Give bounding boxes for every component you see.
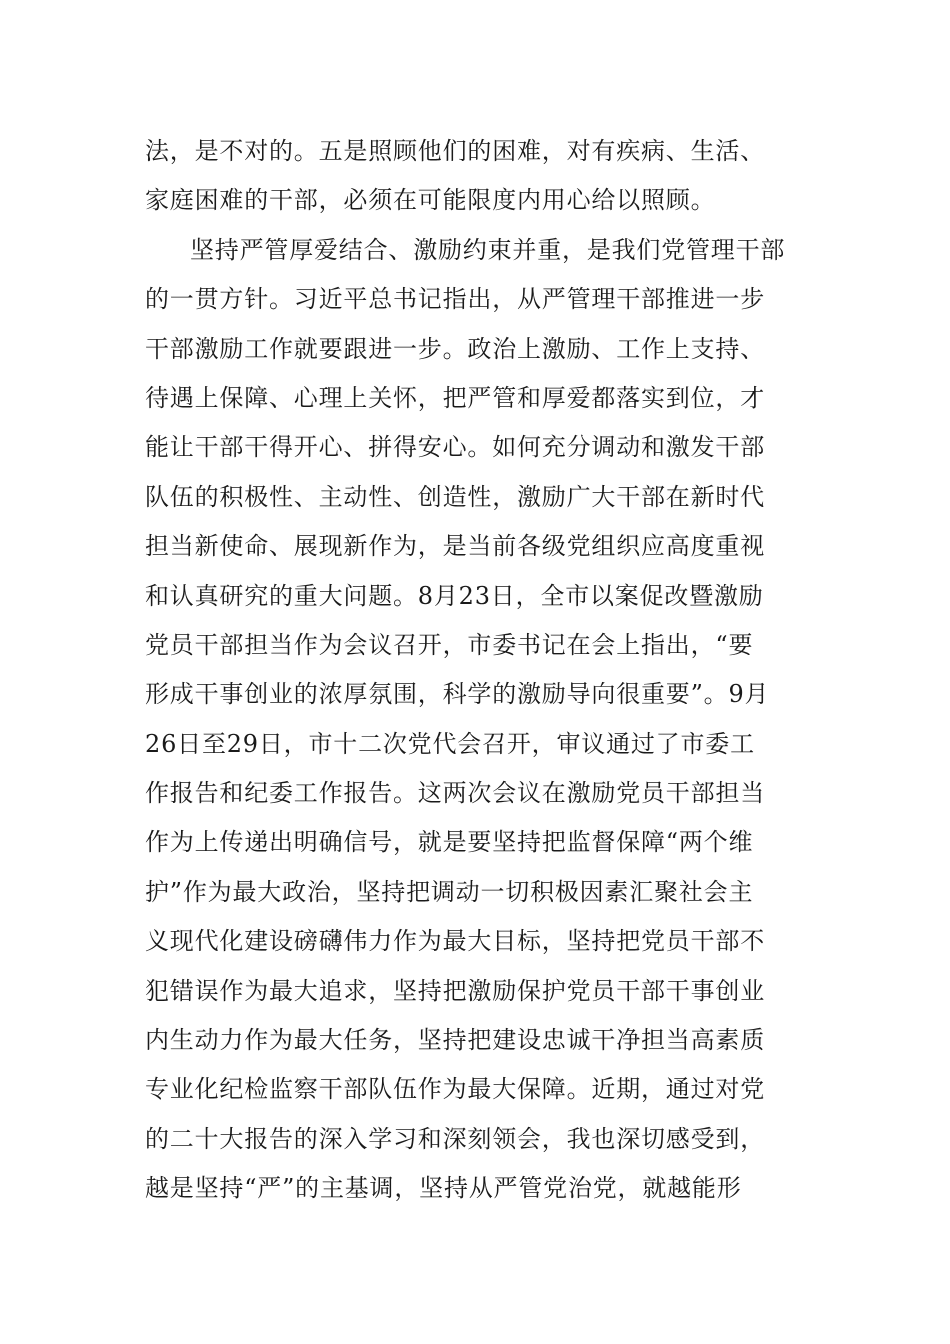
text-line: 干部激励工作就要跟进一步。政治上激励、工作上支持、 (145, 334, 765, 363)
text-line: 专业化纪检监察干部队伍作为最大保障。近期，通过对党 (145, 1075, 765, 1104)
text-line: 能让干部干得开心、拼得安心。如何充分调动和激发干部 (145, 433, 765, 462)
text-line: 队伍的积极性、主动性、创造性，激励广大干部在新时代 (145, 482, 765, 511)
text-line: 担当新使命、展现新作为，是当前各级党组织应高度重视 (145, 532, 765, 561)
text-line: 待遇上保障、心理上关怀，把严管和厚爱都落实到位，才 (145, 383, 765, 412)
text-line: 的二十大报告的深入学习和深刻领会，我也深切感受到， (145, 1124, 765, 1153)
text-line: 党员干部担当作为会议召开，市委书记在会上指出，“要 (145, 630, 754, 659)
text-line: 和认真研究的重大问题。8月23日，全市以案促改暨激励 (145, 581, 764, 610)
text-line: 越是坚持“严”的主基调，坚持从严管党治党，就越能形 (145, 1174, 742, 1203)
text-line: 坚持严管厚爱结合、激励约束并重，是我们党管理干部 (190, 235, 786, 264)
body-text (145, 127, 810, 1214)
text-line: 作报告和纪委工作报告。这两次会议在激励党员干部担当 (145, 779, 765, 808)
text-line: 的一贯方针。习近平总书记指出，从严管理干部推进一步 (145, 285, 765, 314)
text-line: 作为上传递出明确信号，就是要坚持把监督保障“两个维 (145, 828, 754, 857)
text-line: 护”作为最大政治，坚持把调动一切积极因素汇聚社会主 (145, 877, 754, 906)
text-line: 犯错误作为最大追求，坚持把激励保护党员干部干事创业 (145, 976, 765, 1005)
text-line: 形成干事创业的浓厚氛围，科学的激励导向很重要”。9月 (145, 680, 770, 709)
paragraph-2 (145, 226, 810, 1214)
text-line: 法，是不对的。五是照顾他们的困难，对有疾病、生活、 (145, 137, 765, 165)
text-line: 内生动力作为最大任务，坚持把建设忠诚干净担当高素质 (145, 1026, 765, 1055)
text-line: 义现代化建设磅礴伟力作为最大目标，坚持把党员干部不 (145, 927, 765, 956)
text-line: 26日至29日，市十二次党代会召开，审议通过了市委工 (145, 729, 755, 758)
text-line: 家庭困难的干部，必须在可能限度内用心给以照顾。 (145, 186, 716, 215)
paragraph-1 (145, 127, 810, 226)
